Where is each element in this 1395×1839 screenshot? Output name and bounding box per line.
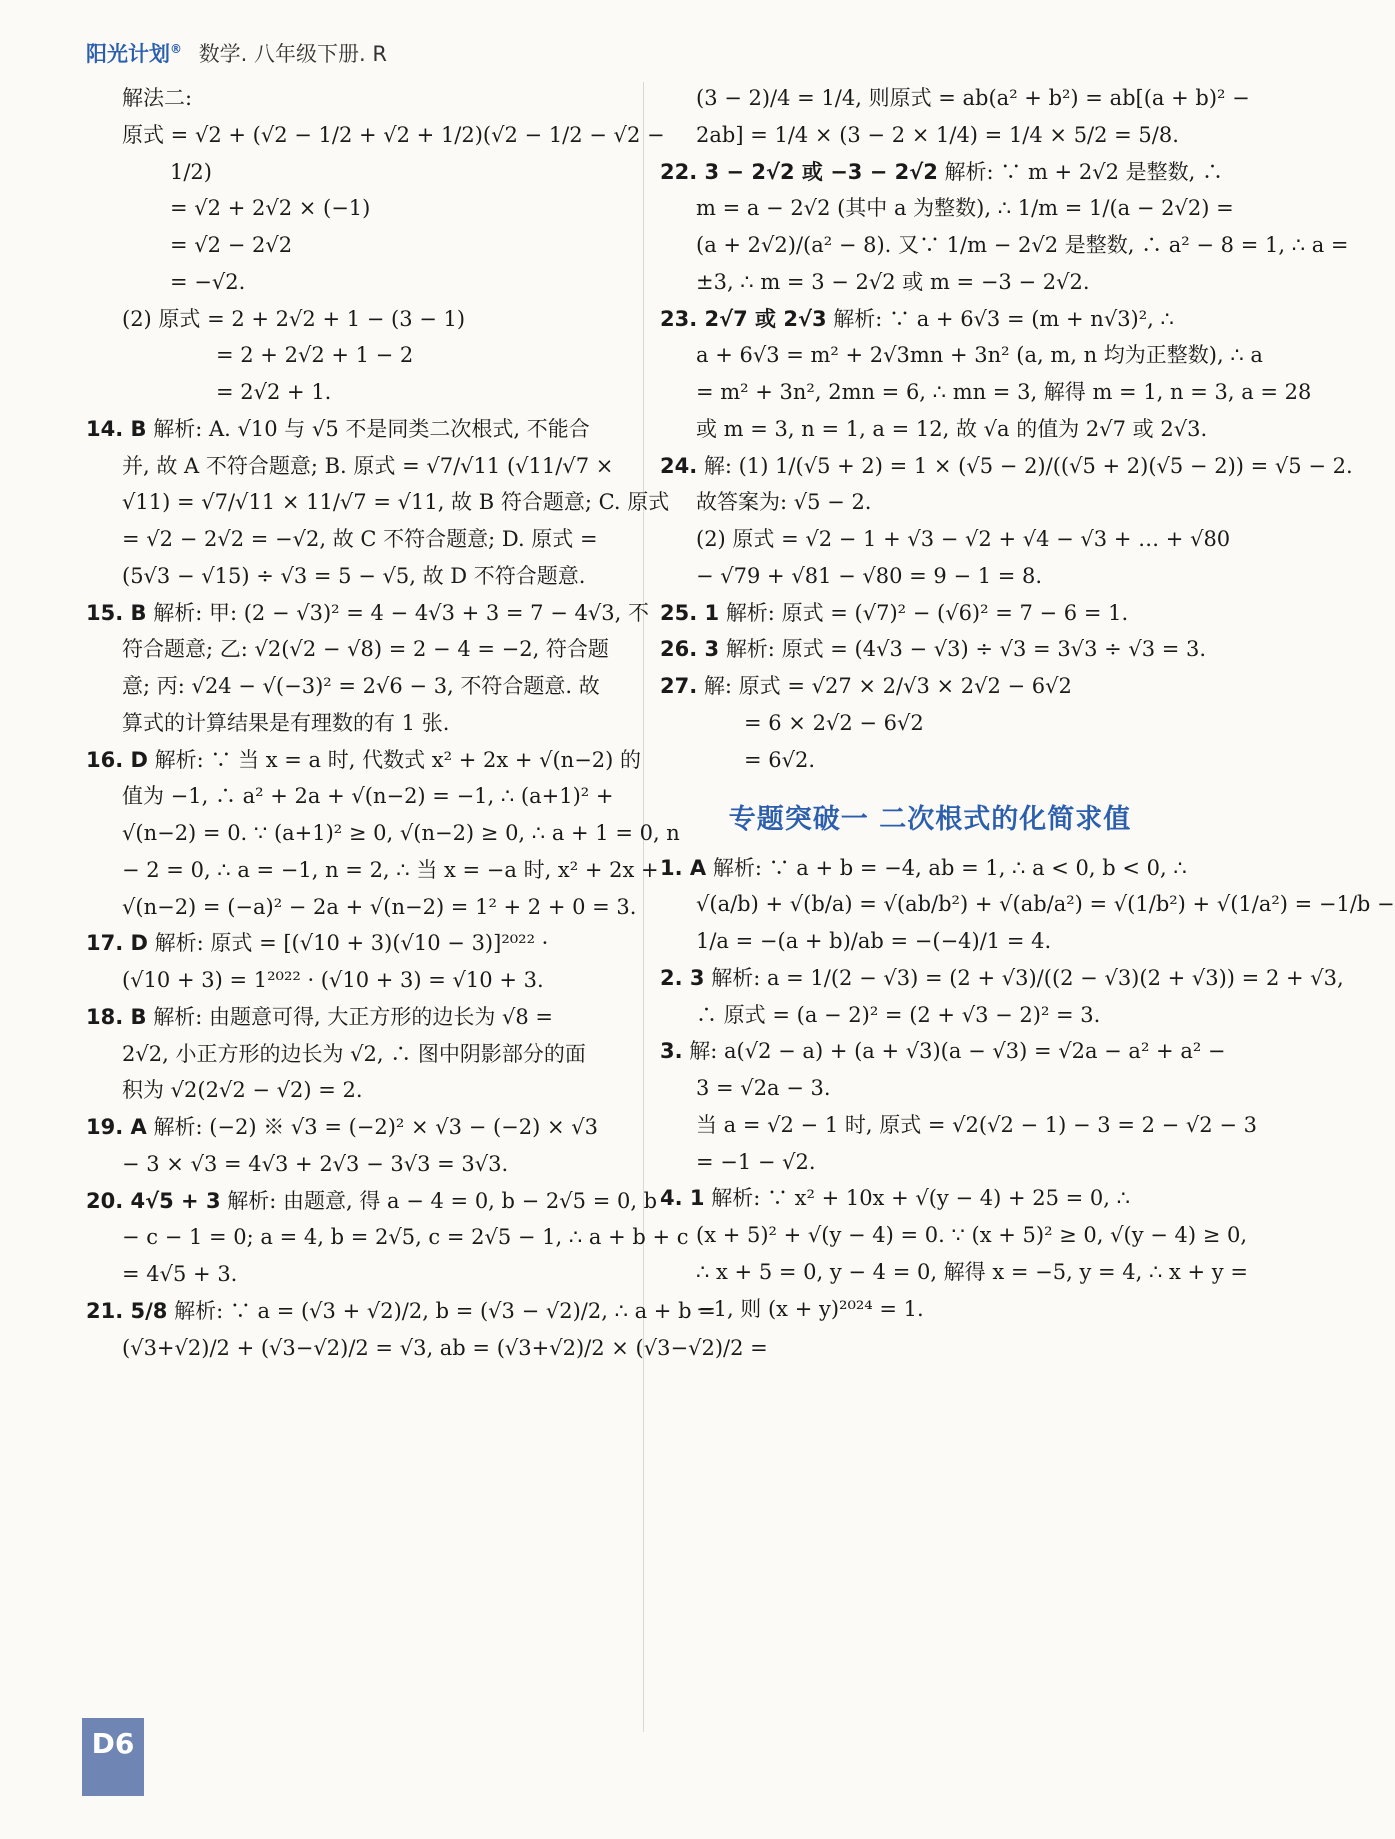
text-line (660, 1217, 1248, 1254)
question-answer-line (660, 301, 1200, 338)
text-line (660, 337, 1263, 374)
page-header (86, 38, 387, 68)
text-line (660, 558, 1200, 595)
line-text: = 6√2. (744, 747, 816, 772)
text-line (86, 1219, 689, 1256)
line-text: 解析: ∵ a = (√3 + √2)/2, b = (√3 − √2)/2, ∴ a + b = (174, 1298, 716, 1323)
line-text: ±3, ∴ m = 3 − 2√2 或 m = −3 − 2√2. (696, 269, 1090, 294)
line-text: 2√2, 小正方形的边长为 √2, ∴ 图中阴影部分的面 (122, 1041, 586, 1066)
line-text: (5√3 − √15) ÷ √3 = 5 − √5, 故 D 不符合题意. (122, 563, 586, 588)
text-line (660, 190, 1234, 227)
line-text: 原式 = √2 + (√2 − 1/2 + √2 + 1/2)(√2 − 1/2 − √2 − (122, 122, 665, 147)
line-text: (x + 5)² + √(y − 4) = 0. ∵ (x + 5)² ≥ 0, √(y − 4) ≥ 0, (696, 1223, 1248, 1247)
line-text: 故答案为: √5 − 2. (696, 490, 872, 515)
question-answer-line (660, 448, 1353, 485)
text-line (86, 227, 626, 264)
line-text: 解析: 甲: (2 − √3)² = 4 − 4√3 + 3 = 7 − 4√3, 不 (153, 600, 649, 625)
question-number: 15. B (86, 600, 147, 625)
line-text: 解析: 原式 = [(√10 + 3)(√10 − 3)]²⁰²² · (154, 931, 549, 956)
question-number: 3. (660, 1039, 683, 1064)
text-line (86, 962, 626, 999)
text-line (86, 190, 626, 227)
line-text: 解析: ∵ m + 2√2 是整数, ∴ (944, 159, 1223, 184)
line-text: √(a/b) + √(b/a) = √(ab/b²) + √(ab/a²) = √(1/b²) + √(1/a²) = −1/b − (696, 892, 1395, 917)
line-text: (2) 原式 = √2 − 1 + √3 − √2 + √4 − √3 + … + √80 (696, 527, 1231, 551)
text-line (86, 631, 626, 668)
text-line (660, 1070, 1200, 1107)
text-line (86, 484, 670, 521)
line-text: = m² + 3n², 2mn = 6, ∴ mn = 3, 解得 m = 1, n = 3, a = 28 (696, 380, 1312, 404)
question-answer-line (86, 595, 649, 632)
line-text: = 2 + 2√2 + 1 − 2 (216, 343, 414, 368)
text-line (86, 374, 626, 411)
question-answer-line (86, 925, 626, 962)
text-line (660, 1254, 1248, 1291)
line-text: − √79 + √81 − √80 = 9 − 1 = 8. (696, 563, 1043, 588)
text-line (660, 227, 1349, 264)
line-text: 解析: ∵ a + b = −4, ab = 1, ∴ a < 0, b < 0, ∴ (712, 855, 1187, 880)
text-line (86, 521, 626, 558)
text-line (660, 521, 1231, 558)
question-number: 17. D (86, 931, 148, 956)
line-text: 解析: ∵ x² + 10x + √(y − 4) + 25 = 0, ∴ (711, 1186, 1130, 1211)
line-text: (√3+√2)/2 + (√3−√2)/2 = √3, ab = (√3+√2)/2 × (√3−√2)/2 = (122, 1335, 768, 1360)
question-number: 23. 2√7 或 2√3 (660, 306, 827, 331)
text-line (86, 852, 659, 889)
text-line (86, 1330, 768, 1367)
text-line (660, 923, 1200, 960)
question-number: 2. 3 (660, 965, 705, 990)
text-line (86, 154, 626, 191)
text-line (660, 705, 1200, 742)
question-answer-line (86, 999, 626, 1036)
line-text: − 3 × √3 = 4√3 + 2√3 − 3√3 = 3√3. (122, 1151, 509, 1176)
question-number: 27. (660, 674, 698, 698)
line-text: m = a − 2√2 (其中 a 为整数), ∴ 1/m = 1/(a − 2√2) = (696, 196, 1234, 221)
question-answer-line (660, 668, 1200, 705)
line-text: 积为 √2(2√2 − √2) = 2. (122, 1078, 363, 1103)
text-line (660, 411, 1208, 448)
question-answer-line (660, 1033, 1226, 1070)
line-text: 解析: 由题意, 得 a − 4 = 0, b − 2√5 = 0, b (227, 1188, 658, 1213)
line-text: 值为 −1, ∴ a² + 2a + √(n−2) = −1, ∴ (a+1)² + (122, 784, 614, 809)
text-line (660, 1291, 1200, 1328)
line-text: 解析: a = 1/(2 − √3) = (2 + √3)/((2 − √3)(2 + √3)) = 2 + √3, (711, 965, 1344, 990)
line-text: −1, 则 (x + y)²⁰²⁴ = 1. (696, 1296, 924, 1321)
question-answer-line (86, 742, 642, 779)
text-line (86, 778, 626, 815)
question-answer-line (86, 1293, 716, 1330)
text-line (660, 264, 1200, 301)
question-answer-line (86, 1183, 658, 1220)
line-text: 解析: 原式 = (√7)² − (√6)² = 7 − 6 = 1. (725, 600, 1129, 625)
text-line (86, 1036, 626, 1073)
line-text: 解析: 原式 = (4√3 − √3) ÷ √3 = 3√3 ÷ √3 = 3. (725, 637, 1207, 662)
text-line (86, 815, 680, 852)
question-answer-line (660, 1180, 1200, 1217)
line-text: = √2 − 2√2 (170, 233, 293, 257)
text-line (660, 997, 1200, 1034)
line-text: 解析: ∵ 当 x = a 时, 代数式 x² + 2x + √(n−2) 的 (154, 747, 642, 772)
line-text: = √2 + 2√2 × (−1) (170, 196, 371, 221)
line-text: 意; 丙: √24 − √(−3)² = 2√6 − 3, 不符合题意. 故 (122, 674, 600, 698)
text-line (660, 117, 1200, 154)
text-line (660, 484, 1200, 521)
question-number: 26. 3 (660, 637, 720, 662)
line-text: 算式的计算结果是有理数的有 1 张. (122, 710, 450, 735)
line-text: √(n−2) = (−a)² − 2a + √(n−2) = 1² + 2 + 0 = 3. (122, 894, 637, 919)
line-text: = 2√2 + 1. (216, 380, 332, 404)
right-column-answers (660, 80, 1353, 778)
line-text: 解: (1) 1/(√5 + 2) = 1 × (√5 − 2)/((√5 + 2)(√5 − 2)) = √5 − 2. (703, 453, 1353, 478)
right-column-section (660, 850, 1395, 1328)
line-text: 或 m = 3, n = 1, a = 12, 故 √a 的值为 2√7 或 2√3. (696, 416, 1208, 441)
line-text: (2) 原式 = 2 + 2√2 + 1 − (3 − 1) (122, 306, 466, 331)
line-text: 1/a = −(a + b)/ab = −(−4)/1 = 4. (696, 929, 1052, 953)
page-number-badge: D6 (82, 1718, 144, 1796)
question-number: 25. 1 (660, 600, 720, 625)
question-answer-line (86, 1109, 626, 1146)
text-line (660, 886, 1395, 923)
question-answer-line (86, 411, 626, 448)
text-line (660, 1144, 1200, 1181)
text-line (86, 264, 626, 301)
text-line (86, 1256, 626, 1293)
line-text: 2ab] = 1/4 × (3 − 2 × 1/4) = 1/4 × 5/2 = 5/8. (696, 122, 1179, 147)
line-text: 3 = √2a − 3. (696, 1076, 831, 1100)
right-column (660, 80, 1395, 1327)
line-text: = −1 − √2. (696, 1149, 816, 1174)
question-answer-line (660, 960, 1344, 997)
line-text: a + 6√3 = m² + 2√3mn + 3n² (a, m, n 均为正整数), ∴ a (696, 343, 1263, 368)
line-text: − 2 = 0, ∴ a = −1, n = 2, ∴ 当 x = −a 时, x² + 2x + (122, 857, 659, 882)
question-number: 16. D (86, 747, 148, 772)
text-line (86, 117, 665, 154)
line-text: = 6 × 2√2 − 6√2 (744, 710, 924, 735)
text-line (660, 80, 1250, 117)
question-number: 1. A (660, 855, 707, 880)
text-line (86, 301, 626, 338)
question-answer-line (660, 595, 1200, 632)
text-line (86, 80, 626, 117)
line-text: = 4√5 + 3. (122, 1262, 238, 1286)
brand-name: 阳光计划® (86, 42, 182, 66)
line-text: 解: 原式 = √27 × 2/√3 × 2√2 − 6√2 (703, 674, 1072, 698)
line-text: 1/2) (170, 159, 212, 184)
line-text: (√10 + 3) = 1²⁰²² · (√10 + 3) = √10 + 3. (122, 968, 544, 992)
text-line (86, 889, 637, 926)
question-number: 20. 4√5 + 3 (86, 1188, 221, 1213)
line-text: ∴ x + 5 = 0, y − 4 = 0, 解得 x = −5, y = 4, ∴ x + y = (696, 1259, 1248, 1284)
text-line (86, 1072, 626, 1109)
question-number: 19. A (86, 1115, 147, 1139)
text-line (660, 742, 1200, 779)
text-line (86, 1146, 626, 1183)
line-text: √(n−2) = 0. ∵ (a+1)² ≥ 0, √(n−2) ≥ 0, ∴ a + 1 = 0, n (122, 821, 680, 845)
question-number: 4. 1 (660, 1186, 705, 1211)
line-text: 解析: A. √10 与 √5 不是同类二次根式, 不能合 (153, 416, 590, 441)
line-text: 当 a = √2 − 1 时, 原式 = √2(√2 − 1) − 3 = 2 − √2 − 3 (696, 1112, 1257, 1137)
question-number: 24. (660, 453, 698, 478)
text-line (86, 705, 626, 742)
book-subject: 数学. 八年级下册. R (198, 42, 387, 66)
line-text: 解: a(√2 − a) + (a + √3)(a − √3) = √2a − a² + a² − (689, 1039, 1226, 1064)
question-number: 21. 5/8 (86, 1298, 168, 1323)
text-line (660, 374, 1312, 411)
line-text: = √2 − 2√2 = −√2, 故 C 不符合题意; D. 原式 = (122, 527, 598, 551)
line-text: 解析: 由题意可得, 大正方形的边长为 √8 = (153, 1004, 554, 1029)
text-line (86, 337, 626, 374)
line-text: 解析: ∵ a + 6√3 = (m + n√3)², ∴ (833, 306, 1174, 331)
line-text: 并, 故 A 不符合题意; B. 原式 = √7/√11 (√11/√7 × (122, 453, 614, 478)
question-number: 18. B (86, 1004, 147, 1029)
text-line (86, 668, 626, 705)
line-text: 解析: (−2) ※ √3 = (−2)² × √3 − (−2) × √3 (153, 1115, 599, 1139)
section-title: 专题突破一 二次根式的化简求值 (728, 804, 1132, 836)
question-number: 22. 3 − 2√2 或 −3 − 2√2 (660, 159, 938, 184)
text-line (660, 1107, 1257, 1144)
column-divider (643, 82, 644, 1732)
line-text: ∴ 原式 = (a − 2)² = (2 + √3 − 2)² = 3. (696, 1002, 1101, 1027)
line-text: (3 − 2)/4 = 1/4, 则原式 = ab(a² + b²) = ab[(a + b)² − (696, 86, 1250, 110)
line-text: 解法二: (122, 86, 193, 110)
line-text: (a + 2√2)/(a² − 8). 又∵ 1/m − 2√2 是整数, ∴ a² − 8 = 1, ∴ a = (696, 233, 1349, 257)
question-answer-line (660, 850, 1200, 887)
question-number: 14. B (86, 416, 147, 441)
question-answer-line (660, 631, 1207, 668)
text-line (86, 558, 626, 595)
question-answer-line (660, 154, 1223, 191)
text-line (86, 448, 626, 485)
line-text: − c − 1 = 0; a = 4, b = 2√5, c = 2√5 − 1, ∴ a + b + c (122, 1225, 689, 1250)
line-text: = −√2. (170, 269, 246, 294)
line-text: 符合题意; 乙: √2(√2 − √8) = 2 − 4 = −2, 符合题 (122, 637, 609, 662)
line-text: √11) = √7/√11 × 11/√7 = √11, 故 B 符合题意; C. 原式 (122, 490, 670, 515)
